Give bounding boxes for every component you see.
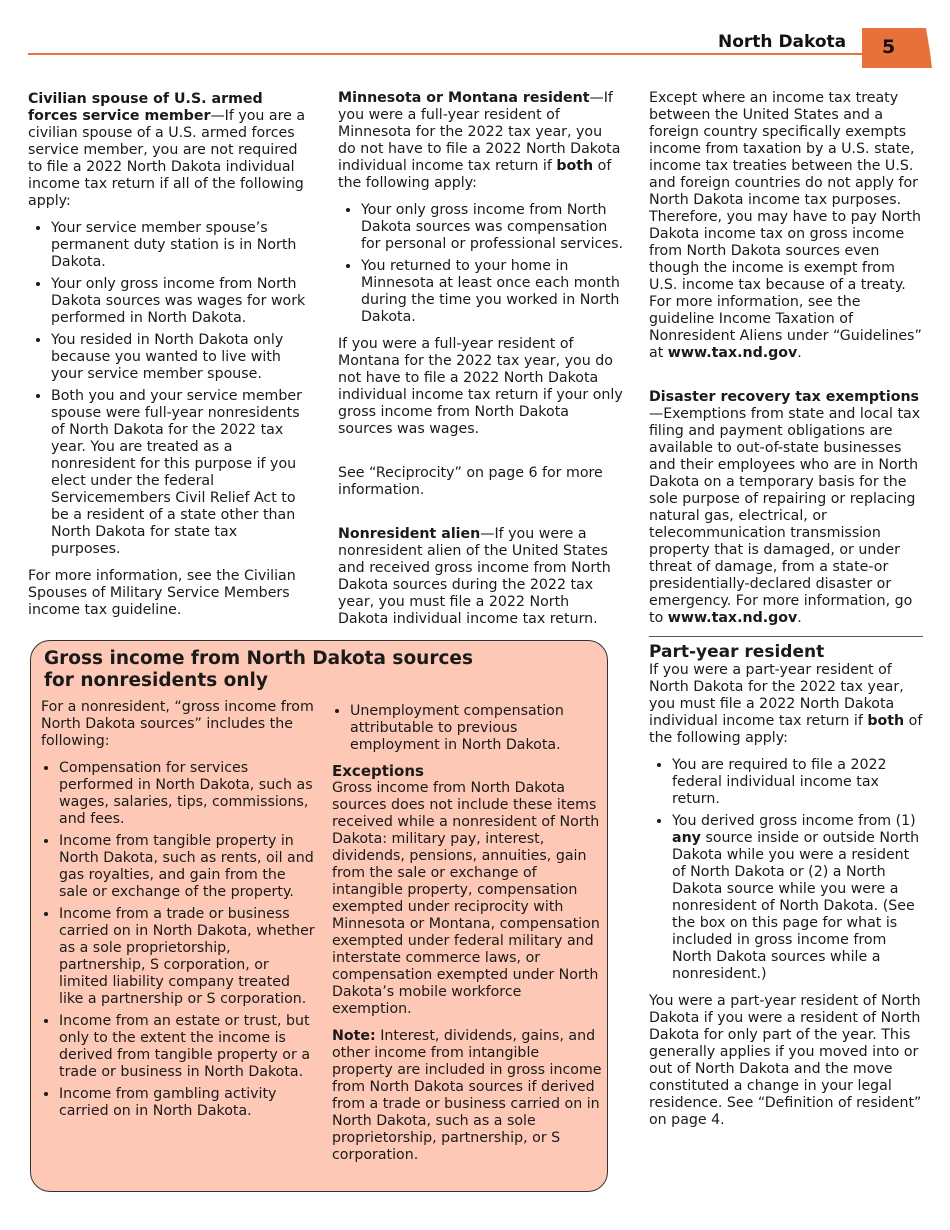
exceptions-heading: Exceptions [332, 762, 424, 780]
list-item: • Both you and your service member spouse were full-year nonresidents of North Dakota for the 2022 tax year. You are treated as a nonresident for this purpose if you elect under the federal Servicemembers Civil Relief Act to be a resident of a state other than North Dakota for state tax purposes. [51, 388, 308, 558]
list-item: • Income from a trade or business carried on in North Dakota, whether as a sole proprietorship, partnership, S corporation, or limited liability company treated like a partnership or S corporation. [59, 906, 316, 1008]
list-item: • Unemployment compensation attributable to previous employment in North Dakota. [350, 703, 602, 754]
civilian-spouse-heading: Civilian spouse of U.S. armed forces service member [28, 91, 263, 124]
mn-mt-heading: Minnesota or Montana resident [338, 90, 590, 106]
box-intro: For a nonresident, “gross income from North Dakota sources” includes the following: [41, 699, 314, 749]
mn-list [338, 202, 623, 326]
column-3 [649, 90, 924, 637]
civilian-spouse-paragraph: Civilian spouse of U.S. armed forces service member—If you are a civilian spouse of a U.S. armed forces service member, you are not required to file a 2022 North Dakota individual income tax return if all of the following apply: [28, 91, 306, 209]
civilian-spouse-closing: For more information, see the Civilian Spouses of Military Service Members income tax guideline. [28, 568, 296, 618]
mn-mt-paragraph: Minnesota or Montana resident—If you were a full-year resident of Minnesota for the 2022 tax year, you do not have to file a 2022 North Dakota individual income tax return if both of the following apply: [338, 90, 621, 191]
column-2 [338, 90, 623, 638]
disaster-paragraph: Disaster recovery tax exemptions—Exemptions from state and local tax filing and payment obligations are available to out-of-state businesses and their employees who are in North Dakota on a temporary basis for the sole purpose of repairing or replacing natural gas, electrical, or telecommunication transmission property that is damaged, or under threat of damage, from a state-or presidentially-declared disaster or emergency. For more information, go to www.tax.nd.gov. [649, 389, 921, 626]
box-title: Gross income from North Dakota sources for nonresidents only [44, 648, 473, 691]
north-dakota-map-tab [862, 28, 934, 70]
tax-website-link[interactable]: www.tax.nd.gov [667, 345, 798, 361]
box-column-1 [41, 699, 316, 1128]
list-item: • Your only gross income from North Dakota sources was compensation for personal or professional services. [361, 202, 623, 253]
part-year-list [649, 757, 924, 983]
reciprocity-reference: See “Reciprocity” on page 6 for more information. [338, 465, 603, 498]
part-year-closing: You were a part-year resident of North Dakota if you were a resident of North Dakota for only part of the year. This generally applies if you moved into or out of North Dakota and the move constituted a change in your legal residence. See “Definition of resident” on page 4. [649, 993, 922, 1128]
list-item: • You are required to file a 2022 federal individual income tax return. [672, 757, 924, 808]
exceptions-body: Gross income from North Dakota sources does not include these items received while a nonresident of North Dakota: military pay, interest, dividends, pensions, annuities, gain from the sale or exchange of intangible property, compensation exempted under reciprocity with Minnesota or Montana, compensation exempted under federal military and interstate commerce laws, or compensation exempted under North Dakota’s mobile workforce exemption. [332, 780, 600, 1017]
column-1 [28, 91, 308, 629]
page-number: 5 [882, 36, 896, 58]
header-rule [28, 53, 866, 55]
list-item: • Income from tangible property in North Dakota, such as rents, oil and gas royalties, and gain from the sale or exchange of the property. [59, 833, 316, 901]
nonresident-alien-heading: Nonresident alien [338, 526, 481, 542]
tax-website-link[interactable]: www.tax.nd.gov [667, 610, 798, 626]
part-year-heading: Part-year resident [649, 642, 825, 662]
list-item: • You resided in North Dakota only because you wanted to live with your service member spouse. [51, 332, 308, 383]
part-year-intro: If you were a part-year resident of North Dakota for the 2022 tax year, you must file a 2022 North Dakota individual income tax return if both of the following apply: [649, 662, 923, 746]
box-list-continued [332, 703, 602, 754]
state-title: North Dakota [718, 32, 847, 52]
box-list [41, 760, 316, 1120]
list-item: • Your only gross income from North Dakota sources was wages for work performed in North Dakota. [51, 276, 308, 327]
nonresident-alien-paragraph: Nonresident alien—If you were a nonresident alien of the United States and received gross income from North Dakota sources during the 2022 tax year, you must file a 2022 North Dakota individual income tax return. [338, 526, 611, 627]
part-year-section [649, 642, 924, 1139]
list-item: • You returned to your home in Minnesota at least once each month during the time you worked in North Dakota. [361, 258, 623, 326]
list-item: • Income from gambling activity carried on in North Dakota. [59, 1086, 316, 1120]
list-item: • You derived gross income from (1) any source inside or outside North Dakota while you were a resident of North Dakota or (2) a North Dakota source while you were a nonresident of North Dakota. (See the box on this page for what is included in gross income from North Dakota sources while a nonresident.) [672, 813, 924, 983]
list-item: • Compensation for services performed in North Dakota, such as wages, salaries, tips, commissions, and fees. [59, 760, 316, 828]
civilian-spouse-list [28, 220, 308, 558]
box-column-2 [332, 699, 602, 1174]
list-item: • Your service member spouse’s permanent duty station is in North Dakota. [51, 220, 308, 271]
gross-income-box [30, 640, 608, 1192]
disaster-heading: Disaster recovery tax exemptions [649, 389, 919, 405]
treaty-paragraph: Except where an income tax treaty between the United States and a foreign country specifically exempts income from taxation by a U.S. state, income tax treaties between the U.S. and foreign countries do not apply for North Dakota income tax purposes. Therefore, you may have to pay North Dakota income tax on gross income from North Dakota sources even though the income is exempt from U.S. income tax because of a treaty. For more information, see the guideline Income Taxation of Nonresident Aliens under “Guidelines” at www.tax.nd.gov. [649, 90, 922, 361]
montana-paragraph: If you were a full-year resident of Montana for the 2022 tax year, you do not have to file a 2022 North Dakota individual income tax return if your only gross income from North Dakota sources was wages. [338, 336, 623, 437]
box-note: Note: Interest, dividends, gains, and other income from intangible property are included in gross income from North Dakota sources if derived from a trade or business carried on in North Dakota, such as a sole proprietorship, partnership, or S corporation. [332, 1028, 602, 1163]
section-divider [649, 636, 923, 637]
list-item: • Income from an estate or trust, but only to the extent the income is derived from tangible property or a trade or business in North Dakota. [59, 1013, 316, 1081]
